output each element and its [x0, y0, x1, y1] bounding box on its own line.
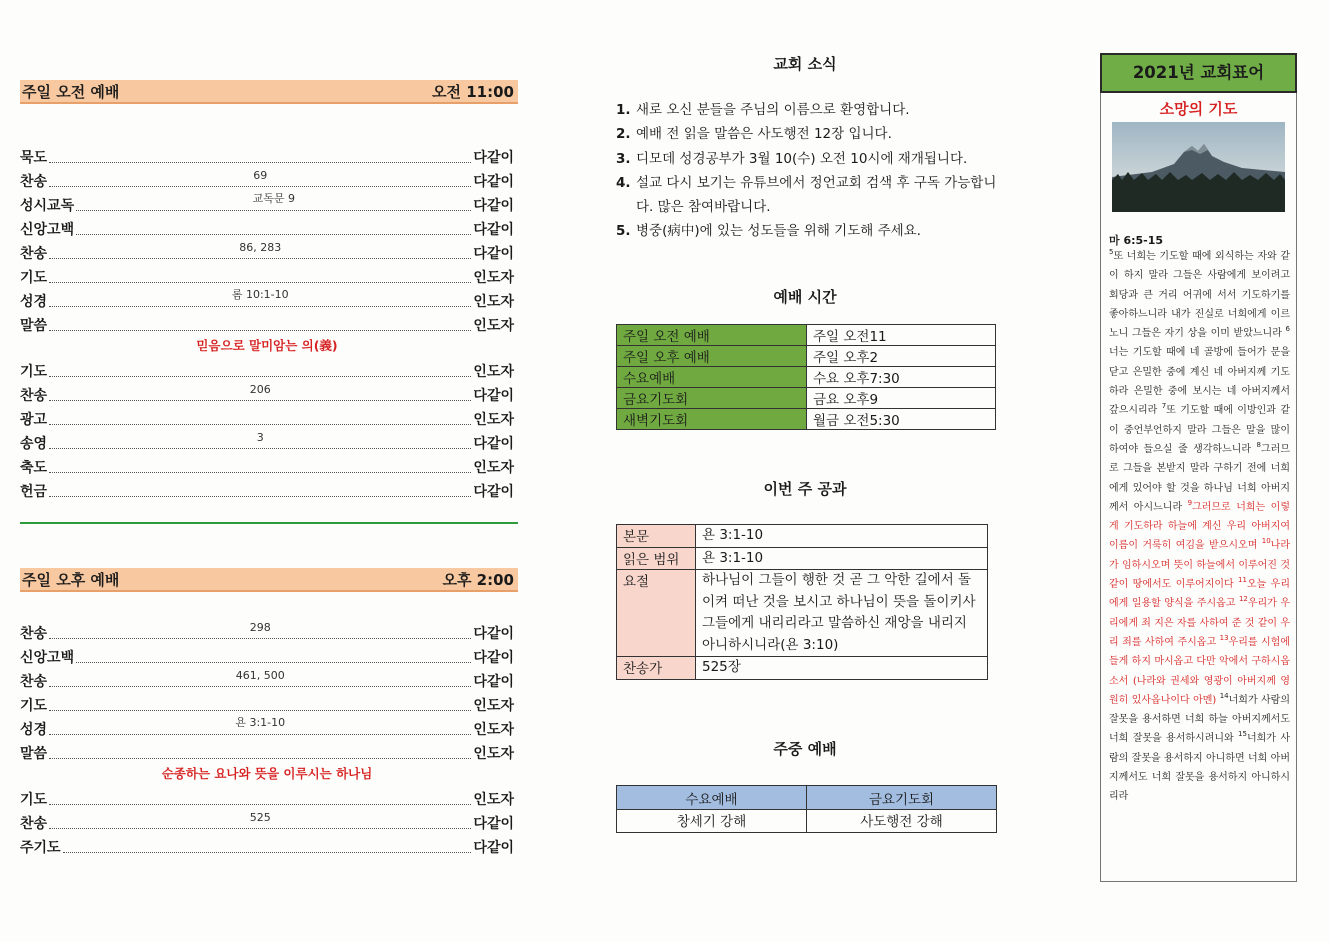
weekday-value-wed: 창세기 강해 — [617, 810, 807, 833]
afternoon-service-header — [20, 568, 518, 592]
order-leader: 인도자 — [473, 460, 514, 476]
order-row — [20, 405, 514, 429]
order-item: 기도 — [20, 270, 48, 286]
lesson-key: 찬송가 — [617, 657, 696, 680]
weekday-header-wed: 수요예배 — [617, 786, 807, 810]
verse-number: 10 — [1261, 537, 1271, 546]
service-name: 새벽기도회 — [617, 409, 807, 430]
verse-number: 13 — [1219, 633, 1229, 642]
dot-leader — [49, 621, 471, 639]
service-time: 주일 오전11 — [807, 325, 996, 346]
afternoon-order-list — [20, 619, 514, 857]
news-number: 1. — [616, 102, 631, 118]
lesson-row — [617, 657, 988, 680]
dot-leader — [49, 375, 471, 377]
order-row — [20, 239, 514, 263]
dot-leader — [76, 233, 471, 235]
lesson-row — [617, 525, 988, 548]
sermon-title: 믿음으로 말미암는 의(義) — [196, 338, 338, 353]
verse-number: 14 — [1219, 691, 1229, 700]
order-leader: 다같이 — [473, 436, 514, 452]
motto-title: 2021년 교회표어 — [1100, 53, 1297, 93]
order-leader: 인도자 — [473, 294, 514, 310]
service-name: 수요예배 — [617, 367, 807, 388]
times-row — [617, 367, 996, 388]
service-name: 주일 오전 예배 — [617, 325, 807, 346]
dot-leader — [49, 161, 471, 163]
lesson-value: 욘 3:1-10 — [696, 547, 988, 570]
morning-order-list — [20, 143, 514, 501]
order-item: 기도 — [20, 698, 48, 714]
order-leader: 다같이 — [473, 674, 514, 690]
order-detail: 69 — [253, 169, 268, 182]
times-title: 예배 시간 — [773, 288, 837, 306]
order-row — [20, 809, 514, 833]
order-item: 성경 — [20, 294, 48, 310]
dot-leader — [49, 423, 471, 425]
dot-leader — [49, 281, 471, 283]
order-detail: 교독문 9 — [252, 192, 295, 205]
order-leader: 다같이 — [473, 198, 514, 214]
order-detail: 206 — [249, 383, 271, 396]
order-item: 성경 — [20, 722, 48, 738]
order-leader: 다같이 — [473, 816, 514, 832]
order-row — [20, 739, 514, 763]
order-row — [20, 381, 514, 405]
verse: $^5$또 너희는 기도할 때에 외식하는 자와 같이 하지 말라 그들은 사람에게 보이려고 회당과 큰 거리 어귀에 서서 기도하기를 좋아하느니라 내가 진실로 너희에게 이르노니 그들은 자기 상을 이미 받았느니라 — [1109, 248, 1290, 340]
order-row — [20, 311, 514, 335]
order-row — [20, 643, 514, 667]
verse-number: 8 — [1256, 440, 1262, 449]
morning-service-header — [20, 80, 518, 104]
dot-leader — [49, 811, 471, 829]
order-item: 찬송 — [20, 174, 48, 190]
dot-leader — [49, 431, 471, 449]
order-item: 축도 — [20, 460, 48, 476]
verse: $^9$그러므로 너희는 이렇게 기도하라 하늘에 계신 우리 아버지여 이름이 거룩히 여김을 받으시오며 — [1109, 498, 1290, 552]
order-leader: 다같이 — [473, 222, 514, 238]
verse: $^6$너는 기도할 때에 네 골방에 들어가 문을 닫고 은밀한 중에 계신 네 아버지께 기도하라 은밀한 중에 보시는 네 아버지께서 갚으시리라 — [1109, 325, 1290, 417]
order-detail: 525 — [249, 811, 271, 824]
order-item: 헌금 — [20, 484, 48, 500]
lesson-value: 하나님이 그들이 행한 것 곧 그 악한 길에서 돌이켜 떠난 것을 보시고 하나님이 뜻을 돌이키사 그들에게 내리리라고 말씀하신 재앙을 내리지 아니하시니라(욘 3:10) — [696, 570, 988, 657]
order-item: 신앙고백 — [20, 650, 75, 666]
service-time: 금요 오후9 — [807, 388, 996, 409]
dot-leader — [49, 669, 471, 687]
news-title: 교회 소식 — [773, 55, 837, 73]
dot-leader — [63, 851, 472, 853]
dot-leader — [49, 757, 471, 759]
weekday-table — [616, 785, 997, 833]
order-row — [20, 215, 514, 239]
verse-number: 12 — [1238, 595, 1248, 604]
dot-leader — [49, 803, 471, 805]
order-item: 찬송 — [20, 626, 48, 642]
news-number: 2. — [616, 126, 631, 143]
news-list — [616, 98, 1001, 244]
order-item: 찬송 — [20, 388, 48, 404]
motto-subtitle: 소망의 기도 — [1159, 100, 1238, 118]
verse: $^{10}$나라가 임하시오며 뜻이 하늘에서 이루어진 것 같이 땅에서도 이루어지이다 — [1109, 537, 1290, 591]
verse-number: 11 — [1238, 576, 1247, 585]
order-detail: 3 — [256, 431, 264, 444]
dot-leader — [49, 471, 471, 473]
morning-service-time: 오전 11:00 — [432, 82, 514, 101]
service-time: 수요 오후7:30 — [807, 367, 996, 388]
dot-leader — [49, 709, 471, 711]
order-detail: 86, 283 — [239, 241, 282, 254]
lesson-value: 525장 — [696, 657, 988, 680]
dot-leader — [49, 716, 471, 735]
service-time: 월금 오전5:30 — [807, 409, 996, 430]
order-row — [20, 715, 514, 739]
lesson-key: 읽은 범위 — [617, 547, 696, 570]
sermon-title: 순종하는 요나와 뜻을 이루시는 하나님 — [161, 766, 373, 781]
order-row — [20, 167, 514, 191]
order-detail: 461, 500 — [235, 669, 285, 682]
news-item — [616, 147, 1001, 171]
verse-number: 9 — [1187, 498, 1193, 507]
order-leader: 인도자 — [473, 792, 514, 808]
scripture-text — [1109, 247, 1290, 807]
order-row — [20, 357, 514, 381]
order-row — [20, 143, 514, 167]
verse: $^{15}$너희가 사람의 잘못을 용서하지 아니하면 너희 아버지께서도 너희 잘못을 용서하지 아니하시리라 — [1109, 730, 1290, 803]
order-detail: 298 — [249, 621, 271, 634]
news-text: 새로 오신 분들을 주님의 이름으로 환영합니다. — [636, 102, 910, 118]
verse: $^{14}$너희가 사람의 잘못을 용서하면 너희 하늘 아버지께서도 너희 잘못을 용서하시려니와 — [1109, 691, 1291, 745]
order-leader: 인도자 — [473, 270, 514, 286]
order-row — [20, 453, 514, 477]
times-row — [617, 409, 996, 430]
verse: $^{13}$우리를 시험에 들게 하지 마시옵고 다만 악에서 구하시옵소서 (나라와 권세와 영광이 아버지께 영원히 있사옵나이다 아멘) — [1109, 633, 1290, 706]
order-leader: 인도자 — [473, 412, 514, 428]
news-item — [616, 171, 1001, 220]
order-row — [20, 263, 514, 287]
section-divider — [20, 522, 518, 524]
order-detail: 롬 10:1-10 — [231, 288, 289, 301]
news-text: 병중(病中)에 있는 성도들을 위해 기도해 주세요. — [636, 223, 921, 240]
dot-leader — [49, 329, 471, 331]
order-leader: 다같이 — [473, 246, 514, 262]
news-item — [616, 219, 1001, 243]
afternoon-service-title: 주일 오후 예배 — [22, 570, 120, 589]
order-leader: 인도자 — [473, 698, 514, 714]
times-row — [617, 346, 996, 367]
order-item: 묵도 — [20, 150, 48, 166]
dot-leader — [76, 192, 471, 211]
times-row — [617, 388, 996, 409]
order-item: 주기도 — [20, 840, 61, 856]
order-row — [20, 477, 514, 501]
times-row — [617, 325, 996, 346]
dot-leader — [49, 495, 471, 497]
news-text: 디모데 성경공부가 3월 10(수) 오전 10시에 재개됩니다. — [636, 150, 968, 167]
weekday-value-fri: 사도행전 강해 — [807, 810, 997, 833]
order-leader: 다같이 — [473, 650, 514, 666]
news-number: 3. — [616, 150, 631, 167]
order-leader: 인도자 — [473, 722, 514, 738]
order-row — [20, 833, 514, 857]
order-item: 신앙고백 — [20, 222, 75, 238]
verse-number: 5 — [1109, 248, 1114, 256]
news-text: 예배 전 읽을 말씀은 사도행전 12장 입니다. — [636, 126, 892, 143]
dot-leader — [76, 661, 471, 663]
order-item: 송영 — [20, 436, 48, 452]
order-leader: 다같이 — [473, 840, 514, 856]
worship-times-table — [616, 324, 996, 430]
news-item — [616, 98, 1001, 122]
order-item: 찬송 — [20, 816, 48, 832]
lesson-row — [617, 547, 988, 570]
order-leader: 다같이 — [473, 174, 514, 190]
order-detail: 욘 3:1-10 — [235, 716, 286, 729]
verse-number: 7 — [1161, 402, 1167, 411]
order-item: 광고 — [20, 412, 48, 428]
scripture-reference: 마 6:5-15 — [1109, 234, 1164, 247]
order-row — [20, 191, 514, 215]
order-leader: 다같이 — [473, 484, 514, 500]
order-leader: 다같이 — [473, 626, 514, 642]
order-leader: 다같이 — [473, 388, 514, 404]
order-item: 찬송 — [20, 674, 48, 690]
morning-service-title: 주일 오전 예배 — [22, 82, 120, 101]
dot-leader — [49, 383, 471, 401]
service-name: 주일 오후 예배 — [617, 346, 807, 367]
mountain-landscape-image — [1112, 122, 1285, 212]
afternoon-service-time: 오후 2:00 — [442, 570, 514, 589]
lesson-table — [616, 524, 988, 680]
order-item: 찬송 — [20, 246, 48, 262]
dot-leader — [49, 241, 471, 259]
verse-number: 15 — [1238, 730, 1247, 739]
order-leader: 다같이 — [473, 150, 514, 166]
lesson-key: 본문 — [617, 525, 696, 548]
verse: $^8$그러므로 그들을 본받지 말라 구하기 전에 너희에게 있어야 할 것을 하나님 너희 아버지께서 아시느니라 — [1109, 440, 1290, 513]
order-item: 기도 — [20, 364, 48, 380]
weekday-title: 주중 예배 — [773, 740, 837, 758]
order-row — [20, 785, 514, 809]
service-time: 주일 오후2 — [807, 346, 996, 367]
order-leader: 인도자 — [473, 318, 514, 334]
news-number: 5. — [616, 223, 631, 240]
lesson-title: 이번 주 공과 — [763, 480, 847, 498]
news-item — [616, 122, 1001, 146]
verse: $^7$또 기도할 때에 이방인과 같이 중언부언하지 말라 그들은 말을 많이 하여야 들으실 줄 생각하느니라 — [1109, 402, 1290, 455]
order-item: 말씀 — [20, 746, 48, 762]
order-row — [20, 287, 514, 311]
service-name: 금요기도회 — [617, 388, 807, 409]
order-row — [20, 691, 514, 715]
dot-leader — [49, 288, 471, 307]
lesson-row — [617, 570, 988, 657]
order-item: 성시교독 — [20, 198, 75, 214]
weekday-header-fri: 금요기도회 — [807, 786, 997, 810]
news-number: 4. — [616, 174, 631, 191]
order-item: 기도 — [20, 792, 48, 808]
order-item: 말씀 — [20, 318, 48, 334]
order-row — [20, 619, 514, 643]
lesson-value: 욘 3:1-10 — [696, 525, 988, 548]
news-text: 설교 다시 보기는 유튜브에서 정언교회 검색 후 구독 가능합니다. 많은 참여바랍니다. — [636, 174, 997, 216]
lesson-key: 요절 — [617, 570, 696, 657]
verse-number: 6 — [1285, 325, 1290, 334]
order-leader: 인도자 — [473, 364, 514, 380]
verse: $^{11}$오늘 우리에게 일용할 양식을 주시옵고 — [1109, 576, 1290, 610]
order-row — [20, 667, 514, 691]
order-row — [20, 429, 514, 453]
order-leader: 인도자 — [473, 746, 514, 762]
dot-leader — [49, 169, 471, 187]
verse: $^{12}$우리가 우리에게 죄 지은 자를 사하여 준 것 같이 우리 죄를 사하여 주시옵고 — [1109, 595, 1290, 648]
